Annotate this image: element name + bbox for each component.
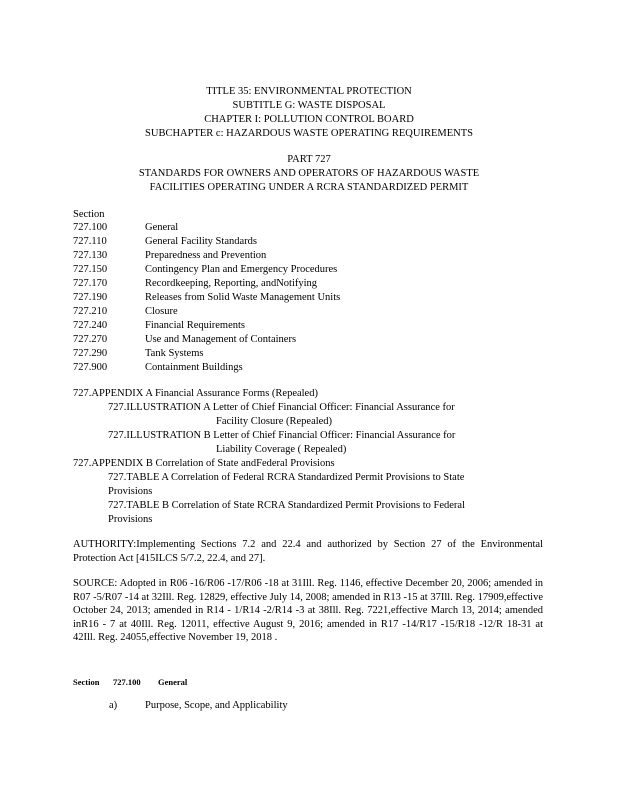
table-b: 727.TABLE B Correlation of State RCRA Standardized Permit Provisions to Federal	[108, 500, 465, 511]
table-a: 727.TABLE A Correlation of Federal RCRA Standardized Permit Provisions to State	[108, 472, 465, 483]
toc-item-number: 727.270	[73, 334, 108, 345]
illustration-b: 727.ILLUSTRATION B Letter of Chief Financial Officer: Financial Assurance for	[108, 430, 456, 441]
authority-paragraph: AUTHORITY:Implementing Sections 7.2 and 22.4 and authorized by Section 27 of the Environmental Protection Act [415ILCS 5/7.2, 22.4, and 27].	[73, 539, 543, 564]
table-b-cont: Provisions	[108, 514, 153, 525]
toc-item-title: General	[145, 222, 179, 233]
toc-item-number: 727.100	[73, 222, 108, 233]
part-number: PART 727	[287, 154, 331, 165]
subtitle-line: SUBTITLE G: WASTE DISPOSAL	[232, 100, 386, 111]
illustration-a: 727.ILLUSTRATION A Letter of Chief Financial Officer: Financial Assurance for	[108, 402, 455, 413]
toc-item-title: Recordkeeping, Reporting, andNotifying	[145, 278, 318, 289]
title-line: TITLE 35: ENVIRONMENTAL PROTECTION	[206, 86, 412, 97]
toc-item-number: 727.190	[73, 292, 108, 303]
toc-item-title: Tank Systems	[145, 348, 204, 359]
toc-item-title: Containment Buildings	[145, 362, 243, 373]
illustration-b-cont: Liability Coverage ( Repealed)	[216, 444, 347, 455]
toc-item-number: 727.130	[73, 250, 108, 261]
toc-item-title: General Facility Standards	[145, 236, 257, 247]
subsection-title: Purpose, Scope, and Applicability	[145, 700, 288, 711]
illustration-a-cont: Facility Closure (Repealed)	[216, 416, 333, 427]
toc-item-number: 727.290	[73, 348, 108, 359]
part-title-line-2: FACILITIES OPERATING UNDER A RCRA STANDARDIZED PERMIT	[149, 182, 469, 193]
section-number: 727.100	[113, 677, 141, 687]
section-label: Section	[73, 677, 100, 687]
table-a-cont: Provisions	[108, 486, 153, 497]
toc-item-number: 727.170	[73, 278, 108, 289]
toc-heading: Section	[73, 209, 105, 220]
toc-item-title: Contingency Plan and Emergency Procedures	[145, 264, 338, 275]
part-title-line-1: STANDARDS FOR OWNERS AND OPERATORS OF HAZARDOUS WASTE	[138, 168, 480, 179]
toc-item-number: 727.150	[73, 264, 108, 275]
source-paragraph: SOURCE: Adopted in R06 -16/R06 -17/R06 -18 at 31Ill. Reg. 1146, effective December 20, 2006; amended in R07 -5/R07 -14 at 32Ill. Reg. 12829, effective July 14, 2008; amended in R13 -15 at 37Ill. Reg. 17909,effective October 24, 2013; amended in R14 - 1/R14 -2/R14 -3 at 38Ill. Reg. 7221,effective March 13, 2014; amended inR16 - 7 at 40Ill. Reg. 12011, effective August 9, 2016; amended in R17 -14/R17 -15/R18 -12/R 18-31 at 42Ill. Reg. 24055,effective November 19, 2018 .	[73, 578, 543, 643]
toc-item-number: 727.240	[73, 320, 108, 331]
appendix-b: 727.APPENDIX B Correlation of State andFederal Provisions	[73, 458, 335, 469]
toc-item-title: Preparedness and Prevention	[145, 250, 267, 261]
toc-item-title: Closure	[145, 306, 178, 317]
toc-item-title: Use and Management of Containers	[145, 334, 297, 345]
subchapter-line: SUBCHAPTER c: HAZARDOUS WASTE OPERATING REQUIREMENTS	[145, 128, 473, 139]
chapter-line: CHAPTER I: POLLUTION CONTROL BOARD	[204, 114, 414, 125]
toc-item-title: Financial Requirements	[145, 320, 246, 331]
toc-item-number: 727.210	[73, 306, 108, 317]
subsection-label: a)	[109, 700, 118, 711]
toc-item-title: Releases from Solid Waste Management Units	[145, 292, 341, 303]
appendix-a: 727.APPENDIX A Financial Assurance Forms (Repealed)	[73, 388, 318, 399]
section-title: General	[158, 677, 188, 687]
toc-item-number: 727.900	[73, 362, 108, 373]
toc-item-number: 727.110	[73, 236, 107, 247]
